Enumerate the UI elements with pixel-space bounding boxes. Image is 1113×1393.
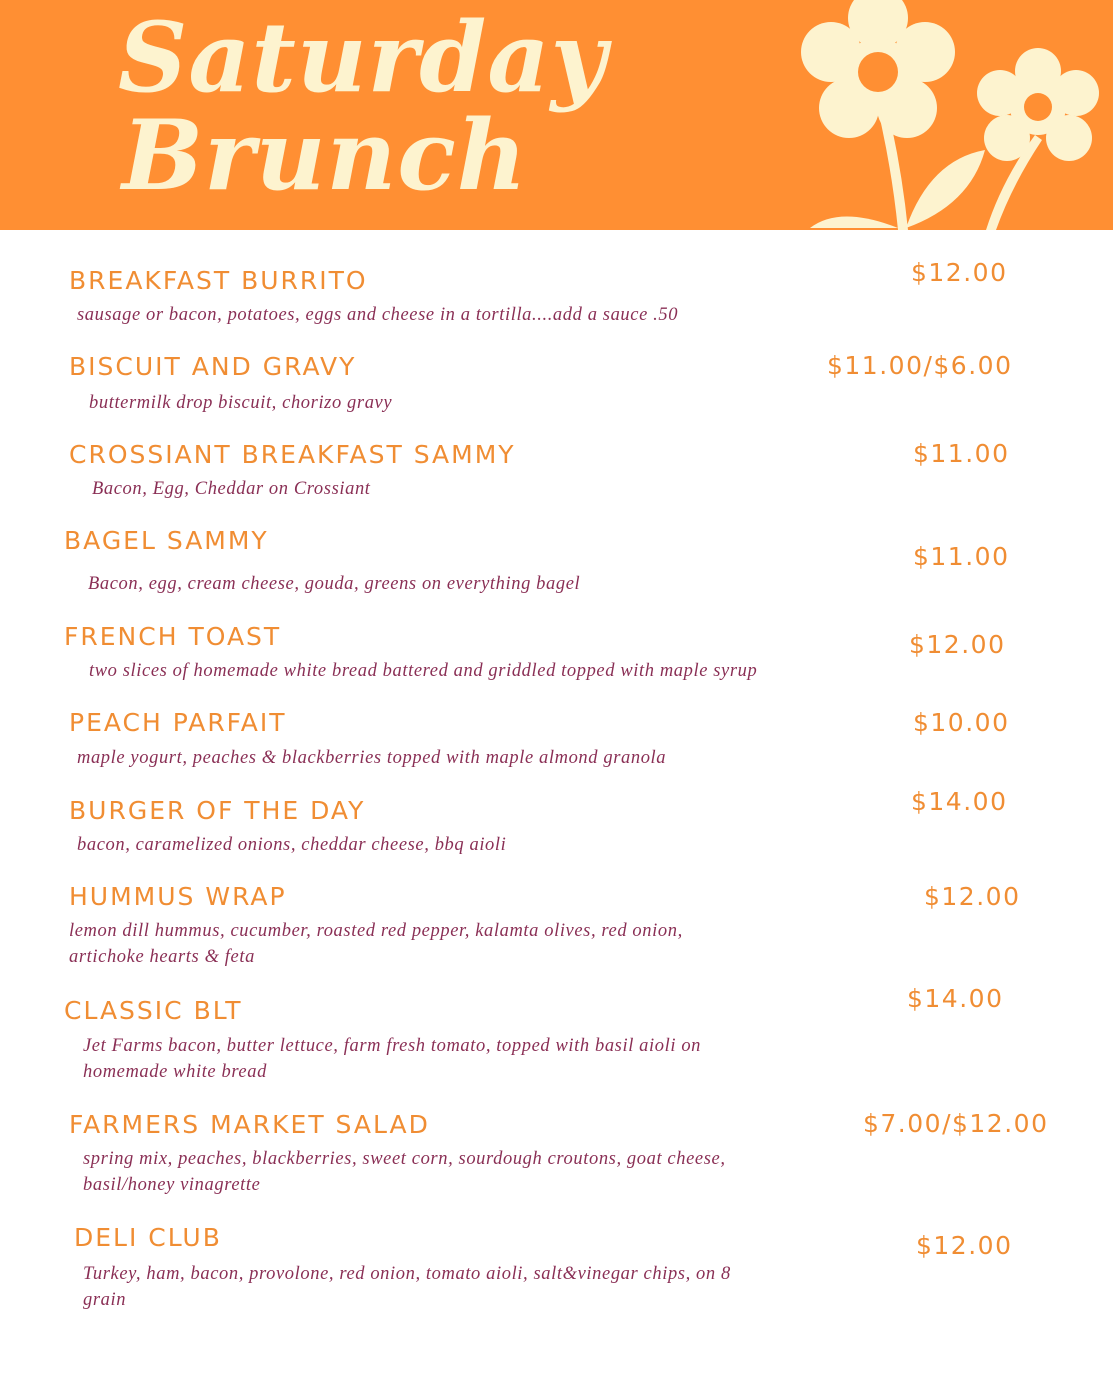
- item-name: HUMMUS WRAP: [69, 882, 287, 911]
- item-price: $11.00/$6.00: [827, 351, 1013, 380]
- item-price: $11.00: [913, 439, 1010, 468]
- item-description: spring mix, peaches, blackberries, sweet corn, sourdough croutons, goat cheese, basil/honey vinagrette: [83, 1149, 726, 1195]
- item-price: $11.00: [913, 542, 1010, 571]
- item-description: buttermilk drop biscuit, chorizo gravy: [89, 393, 393, 413]
- item-price: $12.00: [916, 1231, 1013, 1260]
- item-name: FARMERS MARKET SALAD: [69, 1110, 430, 1139]
- menu-title-line2: Brunch: [122, 99, 528, 212]
- item-description: lemon dill hummus, cucumber, roasted red pepper, kalamta olives, red onion, artichoke hearts & feta: [69, 921, 683, 967]
- menu-header: [0, 0, 1113, 230]
- item-name: DELI CLUB: [74, 1223, 222, 1252]
- item-description: maple yogurt, peaches & blackberries topped with maple almond granola: [77, 748, 667, 768]
- item-name: CROSSIANT BREAKFAST SAMMY: [69, 440, 516, 469]
- item-price: $7.00/$12.00: [863, 1109, 1049, 1138]
- item-description: Turkey, ham, bacon, provolone, red onion, tomato aioli, salt&vinegar chips, on 8 grain: [83, 1264, 731, 1310]
- item-name: FRENCH TOAST: [64, 622, 282, 651]
- item-price: $14.00: [907, 984, 1004, 1013]
- item-description: Bacon, egg, cream cheese, gouda, greens on everything bagel: [88, 574, 581, 594]
- item-description: bacon, caramelized onions, cheddar cheese, bbq aioli: [77, 835, 507, 855]
- item-name: CLASSIC BLT: [64, 996, 243, 1025]
- menu-title-line1: Saturday: [118, 1, 608, 114]
- item-price: $12.00: [909, 630, 1006, 659]
- flowers-icon: [780, 0, 1113, 230]
- item-description: sausage or bacon, potatoes, eggs and cheese in a tortilla....add a sauce .50: [77, 305, 679, 325]
- item-name: BISCUIT AND GRAVY: [69, 352, 357, 381]
- item-price: $12.00: [924, 882, 1021, 911]
- item-price: $14.00: [911, 787, 1008, 816]
- item-name: BURGER OF THE DAY: [69, 796, 366, 825]
- item-price: $12.00: [911, 258, 1008, 287]
- item-name: BAGEL SAMMY: [64, 526, 269, 555]
- item-description: Bacon, Egg, Cheddar on Crossiant: [92, 479, 371, 499]
- item-price: $10.00: [913, 708, 1010, 737]
- item-name: PEACH PARFAIT: [69, 708, 287, 737]
- item-description: Jet Farms bacon, butter lettuce, farm fresh tomato, topped with basil aioli on homemade white bread: [83, 1036, 702, 1082]
- item-description: two slices of homemade white bread battered and griddled topped with maple syrup: [89, 661, 758, 681]
- item-name: BREAKFAST BURRITO: [69, 266, 368, 295]
